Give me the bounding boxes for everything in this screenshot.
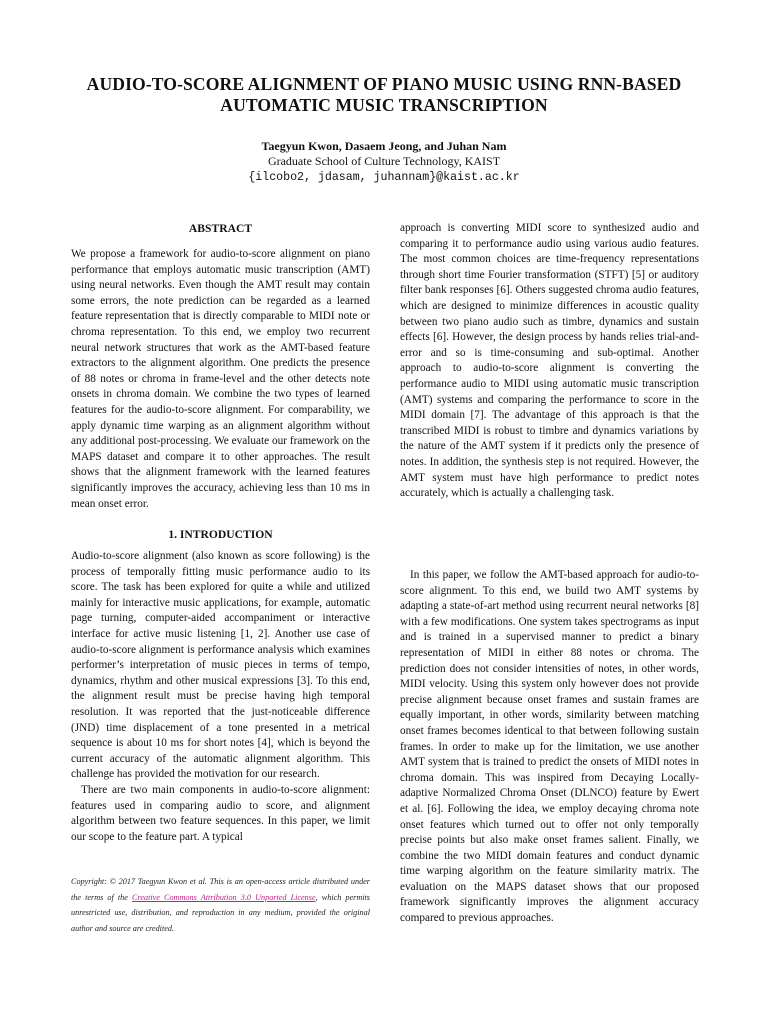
intro-paragraph-2: There are two main components in audio-to-score alignment: features used in comparing audio to score, and alignment algorithm between two feature sequences. In this paper, we limit our scope to the feature part. A typical bbox=[71, 783, 370, 843]
intro-paragraph-1: Audio-to-score alignment (also known as score following) is the process of temporally fitting music performance audio to its score. The task has been explored for quite a while and utilized mainly for interactive music applications, for example, automatic page turning, computer-aided accompaniment or interactive interface for active music listening [1, 2]. Another use case of audio-to-score alignment is performance analysis which examines performer’s interpretation of music pieces in terms of tempo, dynamics, rhythm and other musical expressions [3]. To this end, the alignment result must be precise having high temporal resolution. It was reported that the just-noticeable difference (JND) time displacement of a tone presented in a metrical sequence is about 10 ms for short notes [4], which is beyond the current accuracy of the automatic alignment algorithm. This challenge has provided the motivation for our research. bbox=[71, 550, 370, 781]
abstract-heading: ABSTRACT bbox=[188, 222, 253, 235]
author-names: Taegyun Kwon, Dasaem Jeong, and Juhan Nam bbox=[261, 139, 507, 153]
copyright-suffix: , which permits unrestricted use, distribution, and reproduction in any medium, provided the original author and source are credited. bbox=[71, 892, 370, 933]
title-line-1: AUDIO-TO-SCORE ALIGNMENT OF PIANO MUSIC USING RNN-BASED bbox=[86, 74, 682, 94]
introduction-body bbox=[71, 549, 370, 845]
intro-paragraph-3: approach is converting MIDI score to synthesized audio and comparing it to performance audio using various audio features. The most common choices are time-frequency representations through short time Fourier transformation (STFT) [5] or auditory filter bank responses [6]. Others suggested chroma audio features, which are designed to minimize differences in acoustic quality between two piano audio such as timbre, dynamics and sustain effects [6]. However, the design process by hands relies trial-and-error and so is time-consuming and sub-optimal. Another approach to audio-to-score alignment is converting the performance audio to MIDI using automatic music transcription (AMT) systems and comparing the performance to score in the MIDI domain [7]. The advantage of this approach is that the transcribed MIDI is robust to timbre and dynamics variations by the nature of the AMT system if it predicts only the presence of notes. In addition, the synthesis step is not required. However, the AMT system must have high performance to predict notes accurately, which is actually a challenging task. bbox=[400, 222, 699, 500]
author-block bbox=[40, 139, 728, 185]
intro-paragraph-4: In this paper, we follow the AMT-based approach for audio-to-score alignment. To this end, we build two AMT systems by adapting a state-of-art method using recurrent neural networks [8] with a few modifications. One system takes spectrograms as input and is trained in a supervised manner to predict a binary representation of MIDI in either 88 notes or chroma. The prediction does not consider intensities of notes, in other words, MIDI velocity. Using this system only however does not provide precise alignment because onset frames and sustain frames are equally important, in other words, similarity between matching onset frames becomes identical to that between following sustain frames. In order to make up for the limitation, we use another AMT system that is trained to predict the onsets of MIDI notes in chroma domain. This was inspired from Decaying Locally-adaptive Normalized Chroma Onset (DLNCO) feature by Ewert et al. [6]. Following the idea, we employ decaying chroma note onset features which turned out to offer not only temporally precise points but also make onset frames salient. Finally, we combine the two MIDI domain features and conduct dynamic time warping algorithm on the feature similarity matrix. The evaluation on the MAPS dataset shows that our proposed framework significantly improves the alignment accuracy compared to previous approaches. bbox=[400, 569, 699, 925]
left-column bbox=[71, 221, 370, 843]
paper-title bbox=[40, 74, 728, 116]
abstract-text: We propose a framework for audio-to-score alignment on piano performance that employs automatic music transcription (AMT) using neural networks. Even though the AMT result may contain some errors, the note prediction can be regarded as a learned feature representation that is directly comparable to MIDI note or chroma representation. To this end, we employ two recurrent neural network structures that work as the AMT-based feature extractors to the alignment algorithm. One predicts the presence of 88 notes or chroma in frame-level and the other detects note onsets in chroma domain. We combine the two types of learned features for the audio-to-score alignment. For comparability, we apply dynamic time warping as an alignment algorithm without any additional post-processing. We evaluate our framework on the MAPS dataset and compare it to other approaches. The result shows that the alignment framework with the learned features significantly improves the accuracy, achieving less than 10 ms in mean onset error. bbox=[71, 248, 370, 510]
introduction-heading: 1. INTRODUCTION bbox=[168, 528, 273, 541]
license-link[interactable]: Creative Commons Attribution 3.0 Unported License bbox=[132, 892, 316, 902]
affiliation: Graduate School of Culture Technology, KAIST bbox=[267, 154, 501, 168]
copyright-notice bbox=[71, 874, 370, 936]
copyright-prefix: Copyright: © 2017 Taegyun Kwon et al. This is an open-access article distributed under the terms of the bbox=[71, 877, 370, 902]
author-emails: {ilcobo2, jdasam, juhannam}@kaist.ac.kr bbox=[248, 171, 520, 184]
title-line-2: AUTOMATIC MUSIC TRANSCRIPTION bbox=[220, 95, 548, 115]
